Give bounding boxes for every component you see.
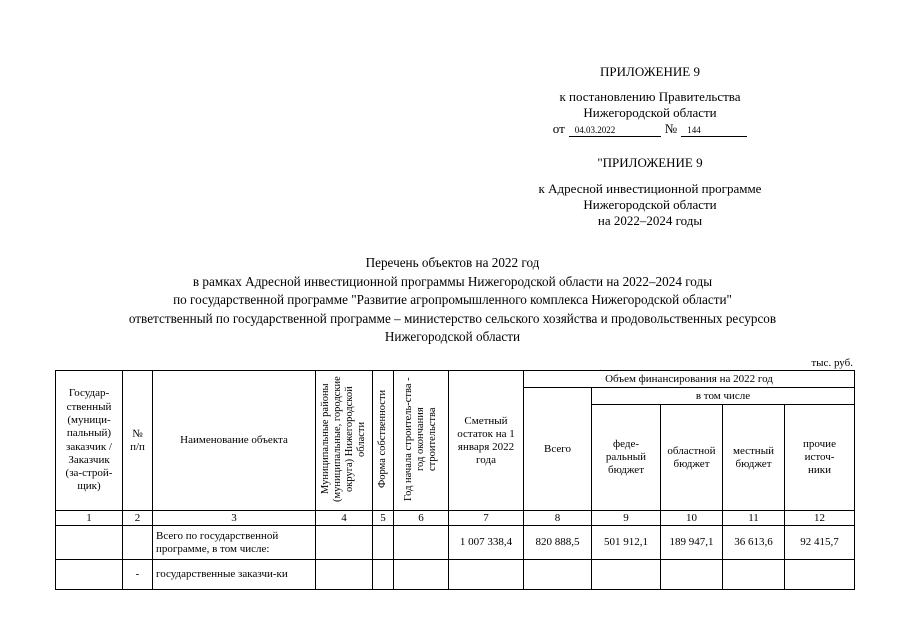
cell-estimate-balance xyxy=(449,560,524,590)
header-ownership: Форма собственности xyxy=(373,371,394,511)
header-districts: Муниципальные районы (муниципальные, городские округа) Нижегородской области xyxy=(316,371,373,511)
column-number: 11 xyxy=(723,511,785,526)
header-object-name: Наименование объекта xyxy=(153,371,316,511)
header-number: № п/п xyxy=(123,371,153,511)
appendix-line: к постановлению Правительства xyxy=(559,89,741,104)
header-federal: феде-ральный бюджет xyxy=(592,405,661,511)
appendix-9-program-header xyxy=(480,155,820,229)
cell-years xyxy=(394,560,449,590)
appendix-line: Нижегородской области xyxy=(583,197,717,212)
column-numbers-row xyxy=(56,511,855,526)
header-regional: областной бюджет xyxy=(661,405,723,511)
cell-customer xyxy=(56,560,123,590)
appendix-line: к Адресной инвестиционной программе xyxy=(538,181,762,196)
cell-federal: 501 912,1 xyxy=(592,526,661,560)
column-number: 3 xyxy=(153,511,316,526)
cell-total xyxy=(524,560,592,590)
cell-customer xyxy=(56,526,123,560)
cell-ownership xyxy=(373,560,394,590)
cell-regional xyxy=(661,560,723,590)
cell-number xyxy=(123,526,153,560)
cell-object-name: государственные заказчи-ки xyxy=(153,560,316,590)
appendix-title: ПРИЛОЖЕНИЕ 9 xyxy=(600,64,700,79)
cell-districts xyxy=(316,560,373,590)
document-heading xyxy=(40,254,865,347)
column-number: 2 xyxy=(123,511,153,526)
header-total: Всего xyxy=(524,388,592,511)
header-financing: Объем финансирования на 2022 год xyxy=(524,371,855,388)
header-years: Год начала строитель-ства - год окончания строительства xyxy=(394,371,449,511)
heading-line: Перечень объектов на 2022 год xyxy=(365,255,540,270)
cell-total: 820 888,5 xyxy=(524,526,592,560)
header-including: в том числе xyxy=(592,388,855,405)
cell-other: 92 415,7 xyxy=(785,526,855,560)
cell-number: - xyxy=(123,560,153,590)
header-local: местный бюджет xyxy=(723,405,785,511)
cell-estimate-balance: 1 007 338,4 xyxy=(449,526,524,560)
header-customer: Государ-ственный (муници-пальный) заказчик / Заказчик (за-строй-щик) xyxy=(56,371,123,511)
cell-federal xyxy=(592,560,661,590)
table-row xyxy=(56,526,855,560)
cell-districts xyxy=(316,526,373,560)
appendix-line: на 2022–2024 годы xyxy=(597,213,703,228)
column-number: 4 xyxy=(316,511,373,526)
column-number: 12 xyxy=(785,511,855,526)
decree-number: 144 xyxy=(681,124,747,137)
appendix-title: "ПРИЛОЖЕНИЕ 9 xyxy=(597,155,703,170)
appendix-line: Нижегородской области xyxy=(583,105,717,120)
number-label: № xyxy=(664,121,678,136)
decree-date-number-row xyxy=(480,121,820,137)
cell-local: 36 613,6 xyxy=(723,526,785,560)
column-number: 9 xyxy=(592,511,661,526)
cell-years xyxy=(394,526,449,560)
cell-object-name: Всего по государственной программе, в том числе: xyxy=(153,526,316,560)
appendix-9-header xyxy=(480,64,820,137)
heading-line: ответственный по государственной программе – министерство сельского хозяйства и продовольственных ресурсов xyxy=(128,310,777,326)
currency-unit: тыс. руб. xyxy=(811,357,853,369)
column-number: 6 xyxy=(394,511,449,526)
heading-line: по государственной программе "Развитие агропромышленного комплекса Нижегородской области" xyxy=(173,292,732,307)
cell-ownership xyxy=(373,526,394,560)
column-number: 1 xyxy=(56,511,123,526)
table-row xyxy=(56,560,855,590)
cell-regional: 189 947,1 xyxy=(661,526,723,560)
heading-line: Нижегородской области xyxy=(384,329,521,344)
column-number: 7 xyxy=(449,511,524,526)
column-number: 8 xyxy=(524,511,592,526)
column-number: 10 xyxy=(661,511,723,526)
column-number: 5 xyxy=(373,511,394,526)
header-estimate-balance: Сметный остаток на 1 января 2022 года xyxy=(449,371,524,511)
cell-other xyxy=(785,560,855,590)
cell-local xyxy=(723,560,785,590)
decree-date: 04.03.2022 xyxy=(569,124,661,137)
heading-line: в рамках Адресной инвестиционной программы Нижегородской области на 2022–2024 годы xyxy=(192,273,713,289)
from-label: от xyxy=(552,121,565,136)
header-other: прочие источ-ники xyxy=(785,405,855,511)
objects-table xyxy=(55,370,855,590)
